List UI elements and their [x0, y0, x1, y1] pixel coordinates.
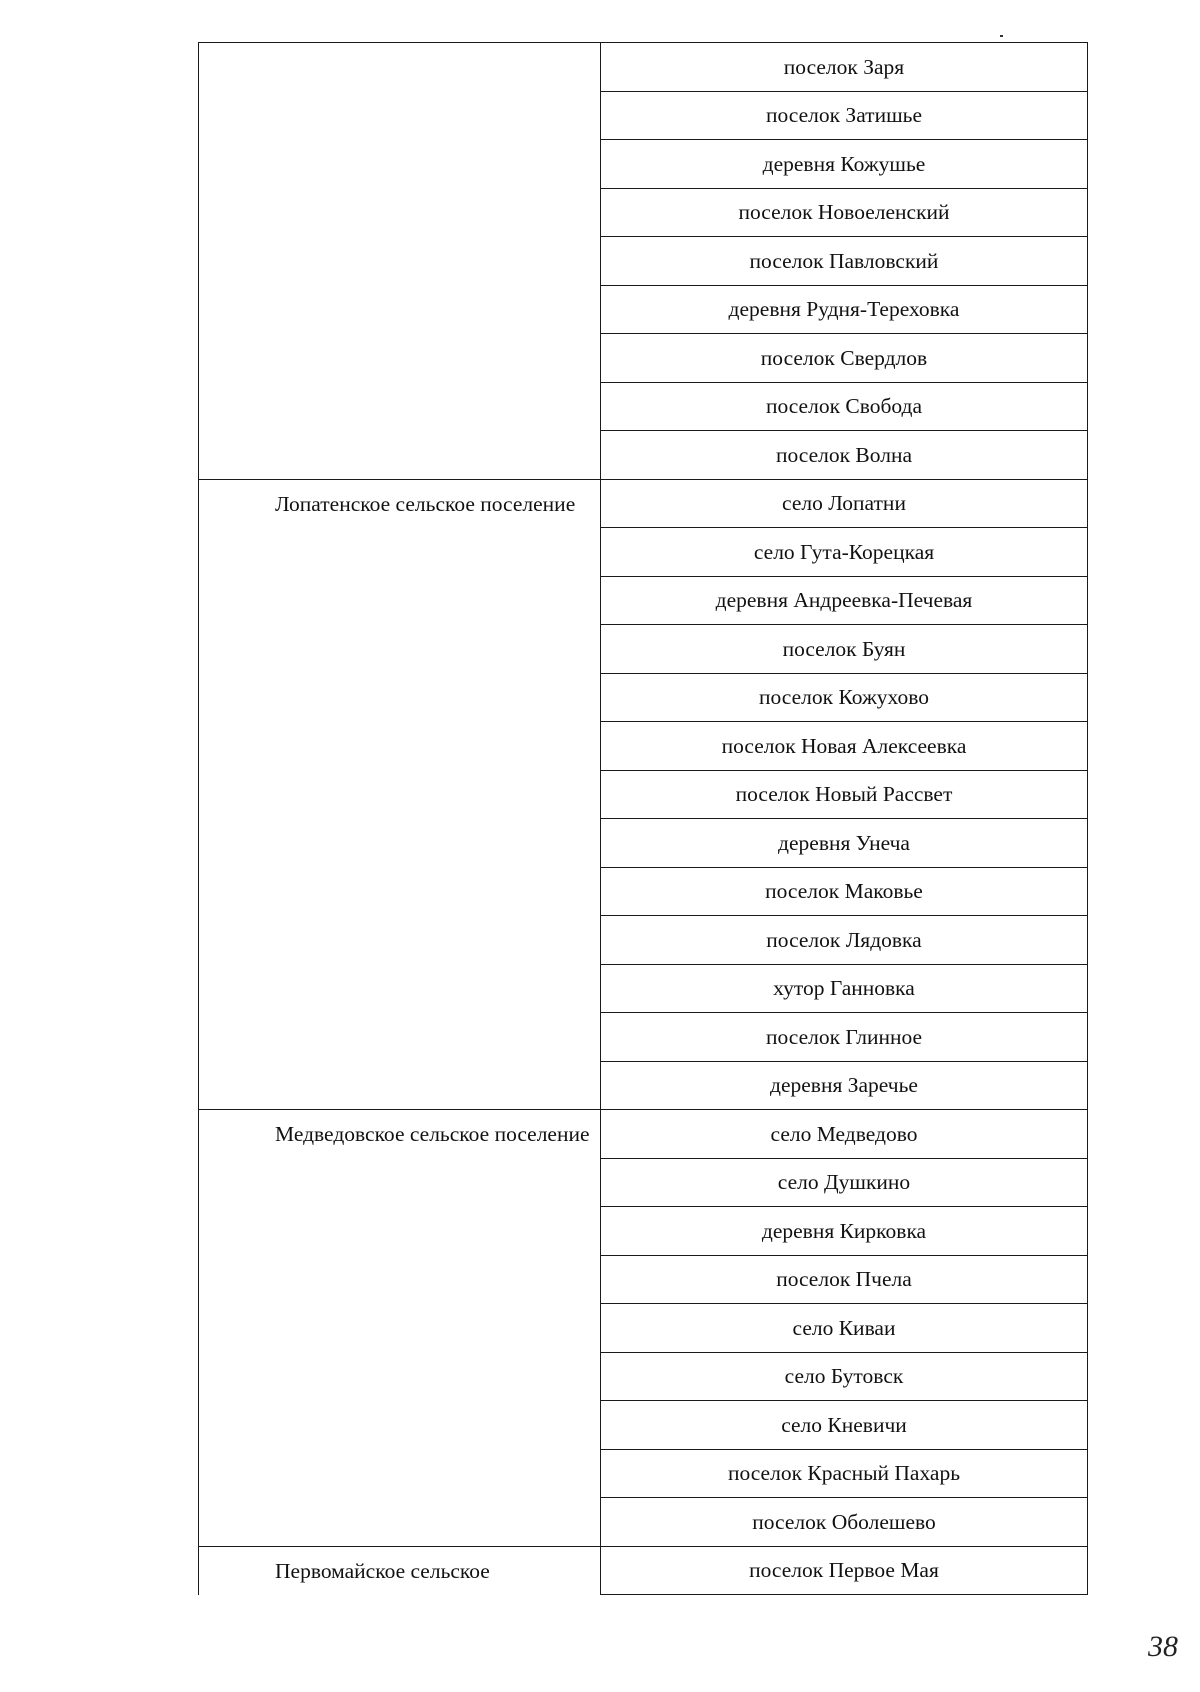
- settlements-table: [198, 42, 1088, 1595]
- municipality-cell: [199, 1546, 601, 1595]
- settlement-cell: деревня Андреевка-Печевая: [601, 576, 1088, 625]
- municipality-name: Медведовское сельское поселение: [275, 1122, 590, 1146]
- settlement-cell: поселок Буян: [601, 625, 1088, 674]
- settlement-cell: село Гута-Корецкая: [601, 528, 1088, 577]
- municipality-cell: [199, 43, 601, 480]
- settlement-cell: деревня Кирковка: [601, 1207, 1088, 1256]
- settlement-cell: село Лопатни: [601, 479, 1088, 528]
- settlement-cell: поселок Кожухово: [601, 673, 1088, 722]
- settlement-cell: хутор Ганновка: [601, 964, 1088, 1013]
- page-number: 38: [1148, 1630, 1178, 1663]
- settlement-cell: село Кневичи: [601, 1401, 1088, 1450]
- settlement-cell: село Медведово: [601, 1110, 1088, 1159]
- settlement-cell: село Киваи: [601, 1304, 1088, 1353]
- settlement-cell: поселок Затишье: [601, 91, 1088, 140]
- settlement-cell: поселок Лядовка: [601, 916, 1088, 965]
- settlement-cell: поселок Пчела: [601, 1255, 1088, 1304]
- settlement-cell: поселок Новый Рассвет: [601, 770, 1088, 819]
- table-row: [199, 1110, 1088, 1159]
- settlement-cell: поселок Глинное: [601, 1013, 1088, 1062]
- settlement-cell: поселок Новая Алексеевка: [601, 722, 1088, 771]
- settlement-cell: поселок Первое Мая: [601, 1546, 1088, 1595]
- settlement-cell: деревня Заречье: [601, 1061, 1088, 1110]
- municipality-cell: [199, 479, 601, 1110]
- settlement-cell: поселок Свердлов: [601, 334, 1088, 383]
- scan-speck: [1000, 35, 1003, 37]
- table-row: [199, 479, 1088, 528]
- settlement-cell: деревня Рудня-Тереховка: [601, 285, 1088, 334]
- municipality-cell: [199, 1110, 601, 1547]
- settlement-cell: поселок Свобода: [601, 382, 1088, 431]
- settlement-cell: поселок Красный Пахарь: [601, 1449, 1088, 1498]
- settlement-cell: поселок Волна: [601, 431, 1088, 480]
- settlement-cell: поселок Новоеленский: [601, 188, 1088, 237]
- settlement-cell: поселок Заря: [601, 43, 1088, 92]
- settlement-cell: село Душкино: [601, 1158, 1088, 1207]
- settlements-table-body: [199, 43, 1088, 1595]
- table-row: [199, 43, 1088, 92]
- municipality-name: Первомайское сельское: [275, 1558, 490, 1583]
- settlement-cell: поселок Павловский: [601, 237, 1088, 286]
- settlement-cell: поселок Маковье: [601, 867, 1088, 916]
- settlement-cell: деревня Кожушье: [601, 140, 1088, 189]
- municipality-name: Лопатенское сельское поселение: [275, 491, 576, 516]
- table-row: [199, 1546, 1088, 1595]
- settlement-cell: поселок Оболешево: [601, 1498, 1088, 1547]
- settlement-cell: деревня Унеча: [601, 819, 1088, 868]
- settlement-cell: село Бутовск: [601, 1352, 1088, 1401]
